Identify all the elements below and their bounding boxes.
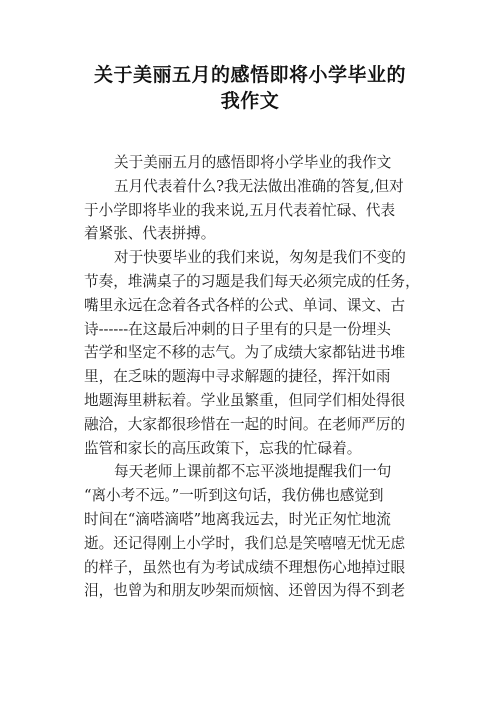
document-title-line-2: 我作文 — [220, 90, 280, 112]
body-line: 的样子，虽然也有为考试成绩不理想伤心地掉过眼 — [84, 558, 406, 576]
body-line: 五月代表着什么?我无法做出准确的答复,但对 — [114, 177, 404, 195]
body-line: 逝。还记得刚上小学时，我们总是笑嘻嘻无忧无虑 — [84, 534, 406, 552]
body-line: 里，在乏味的题海中寻求解题的捷径，挥汗如雨 — [84, 368, 391, 386]
body-line: 着紧张、代表拼搏。 — [84, 225, 216, 243]
body-line: 诗------在这最后冲刺的日子里有的只是一份埋头 — [84, 320, 391, 338]
body-line: 嘴里永远在念着各式各样的公式、单词、课文、古 — [84, 296, 406, 314]
body-line: 融洽，大家都很珍惜在一起的时间。在老师严厉的 — [84, 415, 406, 433]
body-line: 于小学即将毕业的我来说,五月代表着忙碌、代表 — [84, 201, 396, 219]
body-line: 节奏，堆满桌子的习题是我们每天必须完成的任务， — [84, 272, 420, 290]
document-body — [84, 151, 434, 603]
document-title-line-1: 关于美丽五月的感悟即将小学毕业的 — [93, 64, 406, 86]
body-line: 监管和家长的高压政策下，忘我的忙碌着。 — [84, 439, 362, 457]
body-line: 时间在“滴嗒滴嗒”地离我远去，时光正匆忙地流 — [84, 510, 391, 528]
body-line: 对于快要毕业的我们来说，匆匆是我们不变的 — [114, 249, 406, 267]
body-line: 泪，也曾为和朋友吵架而烦恼、还曾因为得不到老 — [84, 582, 406, 600]
body-line: 地题海里耕耘着。学业虽繁重，但同学们相处得很 — [84, 391, 406, 409]
body-line: 关于美丽五月的感悟即将小学毕业的我作文 — [114, 154, 392, 171]
body-line: 每天老师上课前都不忘平淡地提醒我们一句 — [114, 463, 392, 481]
body-line: 苦学和坚定不移的志气。为了成绩大家都钻进书堆 — [84, 344, 406, 362]
body-line: “离小考不远。”一听到这句话，我仿佛也感觉到 — [84, 487, 384, 505]
